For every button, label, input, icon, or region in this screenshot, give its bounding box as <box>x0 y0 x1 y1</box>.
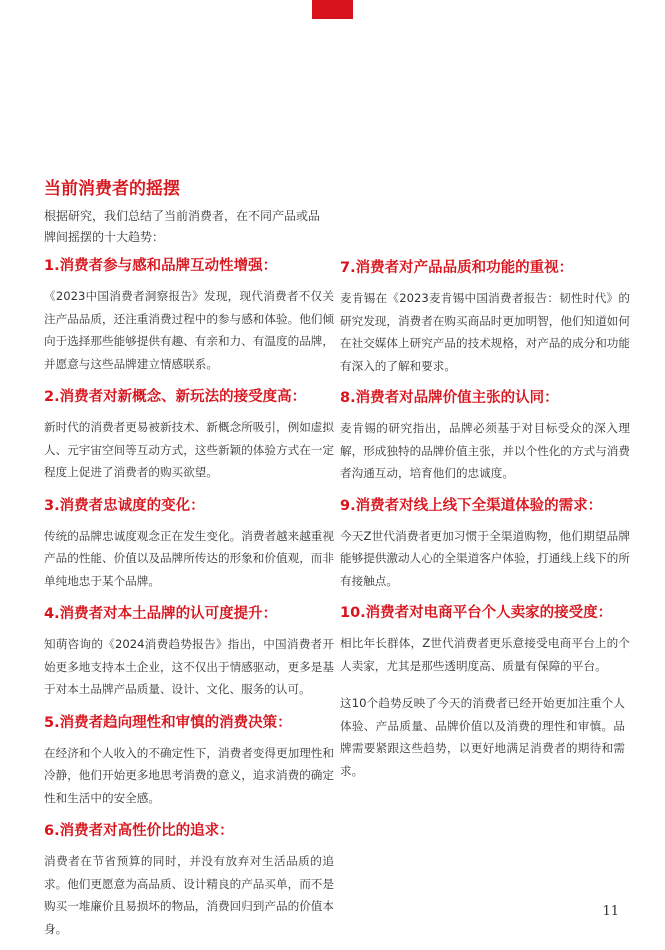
trend-heading: 3.消费者忠诚度的变化： <box>44 497 205 514</box>
trend-body: 麦肯锡在《2023麦肯锡中国消费者报告：韧性时代》的研究发现，消费者在购买商品时更加明智，他们知道如何在社交媒体上研究产品的技术规格，对产品的成分和功能有深入的了解和要求。 <box>340 291 630 373</box>
trend-body: 《2023中国消费者洞察报告》发现，现代消费者不仅关注产品品质，还注重消费过程中的参与感和体验。他们倾向于选择那些能够提供有趣、有亲和力、有温度的品牌，并愿意与这些品牌建立情感联系。 <box>44 289 334 371</box>
trend-item <box>44 819 334 940</box>
trend-body: 新时代的消费者更易被新技术、新概念所吸引，例如虚拟人、元宇宙空间等互动方式，这些新颖的体验方式在一定程度上促进了消费者的购买欲望。 <box>44 420 334 479</box>
trend-body: 在经济和个人收入的不确定性下，消费者变得更加理性和冷静，他们开始更多地思考消费的意义，追求消费的确定性和生活中的安全感。 <box>44 745 334 805</box>
trend-body: 今天Z世代消费者更加习惯于全渠道购物，他们期望品牌能够提供激动人心的全渠道客户体验，打通线上线下的所有接触点。 <box>340 528 630 588</box>
trend-body: 知萌咨询的《2024消费趋势报告》指出，中国消费者开始更多地支持本土企业，这不仅出于情感驱动，更多是基于对本土品牌产品质量、设计、文化、服务的认可。 <box>44 637 334 696</box>
trend-body: 消费者在节省预算的同时，并没有放弃对生活品质的追求。他们更愿意为高品质、设计精良的产品买单，而不是购买一堆廉价且易损坏的物品，消费回归到产品的价值本身。 <box>44 854 334 936</box>
trend-item <box>44 602 334 701</box>
trend-heading: 7.消费者对产品品质和功能的重视： <box>340 260 574 276</box>
section-title: 当前消费者的摇摆 <box>44 179 180 199</box>
intro-text: 根据研究，我们总结了当前消费者，在不同产品或品牌间摇摆的十大趋势： <box>44 209 321 244</box>
trend-heading: 8.消费者对品牌价值主张的认同： <box>340 390 559 406</box>
trend-item <box>340 256 630 377</box>
page-number: 11 <box>602 904 619 919</box>
trend-heading: 2.消费者对新概念、新玩法的接受度高： <box>44 389 307 405</box>
trend-heading: 6.消费者对高性价比的追求： <box>44 823 234 839</box>
trend-heading: 1.消费者参与感和品牌互动性增强： <box>44 258 278 274</box>
trend-heading: 9.消费者对线上线下全渠道体验的需求： <box>340 497 603 514</box>
summary-text: 这10个趋势反映了今天的消费者已经开始更加注重个人体验、产品质量、品牌价值以及消费的理性和审慎。品牌需要紧跟这些趋势，以更好地满足消费者的期待和需求。 <box>340 696 625 778</box>
trend-body: 麦肯锡的研究指出，品牌必须基于对目标受众的深入理解，形成独特的品牌价值主张，并以个性化的方式与消费者沟通互动，培育他们的忠诚度。 <box>340 421 630 480</box>
right-column <box>340 256 630 686</box>
trend-heading: 10.消费者对电商平台个人卖家的接受度： <box>340 605 613 621</box>
trend-item <box>340 601 630 677</box>
trend-item <box>340 494 630 593</box>
trend-body: 传统的品牌忠诚度观念正在发生变化。消费者越来越重视产品的性能、价值以及品牌所传达的形象和价值观，而非单纯地忠于某个品牌。 <box>44 528 334 588</box>
trend-body: 相比年长群体，Z世代消费者更乐意接受电商平台上的个人卖家，尤其是那些透明度高、质量有保障的平台。 <box>340 636 630 673</box>
trend-heading: 5.消费者趋向理性和审慎的消费决策： <box>44 714 292 731</box>
trend-item <box>44 254 334 375</box>
trend-item <box>44 385 334 484</box>
left-column <box>44 254 334 950</box>
trend-item <box>44 494 334 593</box>
trend-item <box>340 386 630 485</box>
top-red-tab <box>312 0 353 19</box>
trend-heading: 4.消费者对本土品牌的认可度提升： <box>44 606 278 622</box>
trend-item <box>44 711 334 810</box>
